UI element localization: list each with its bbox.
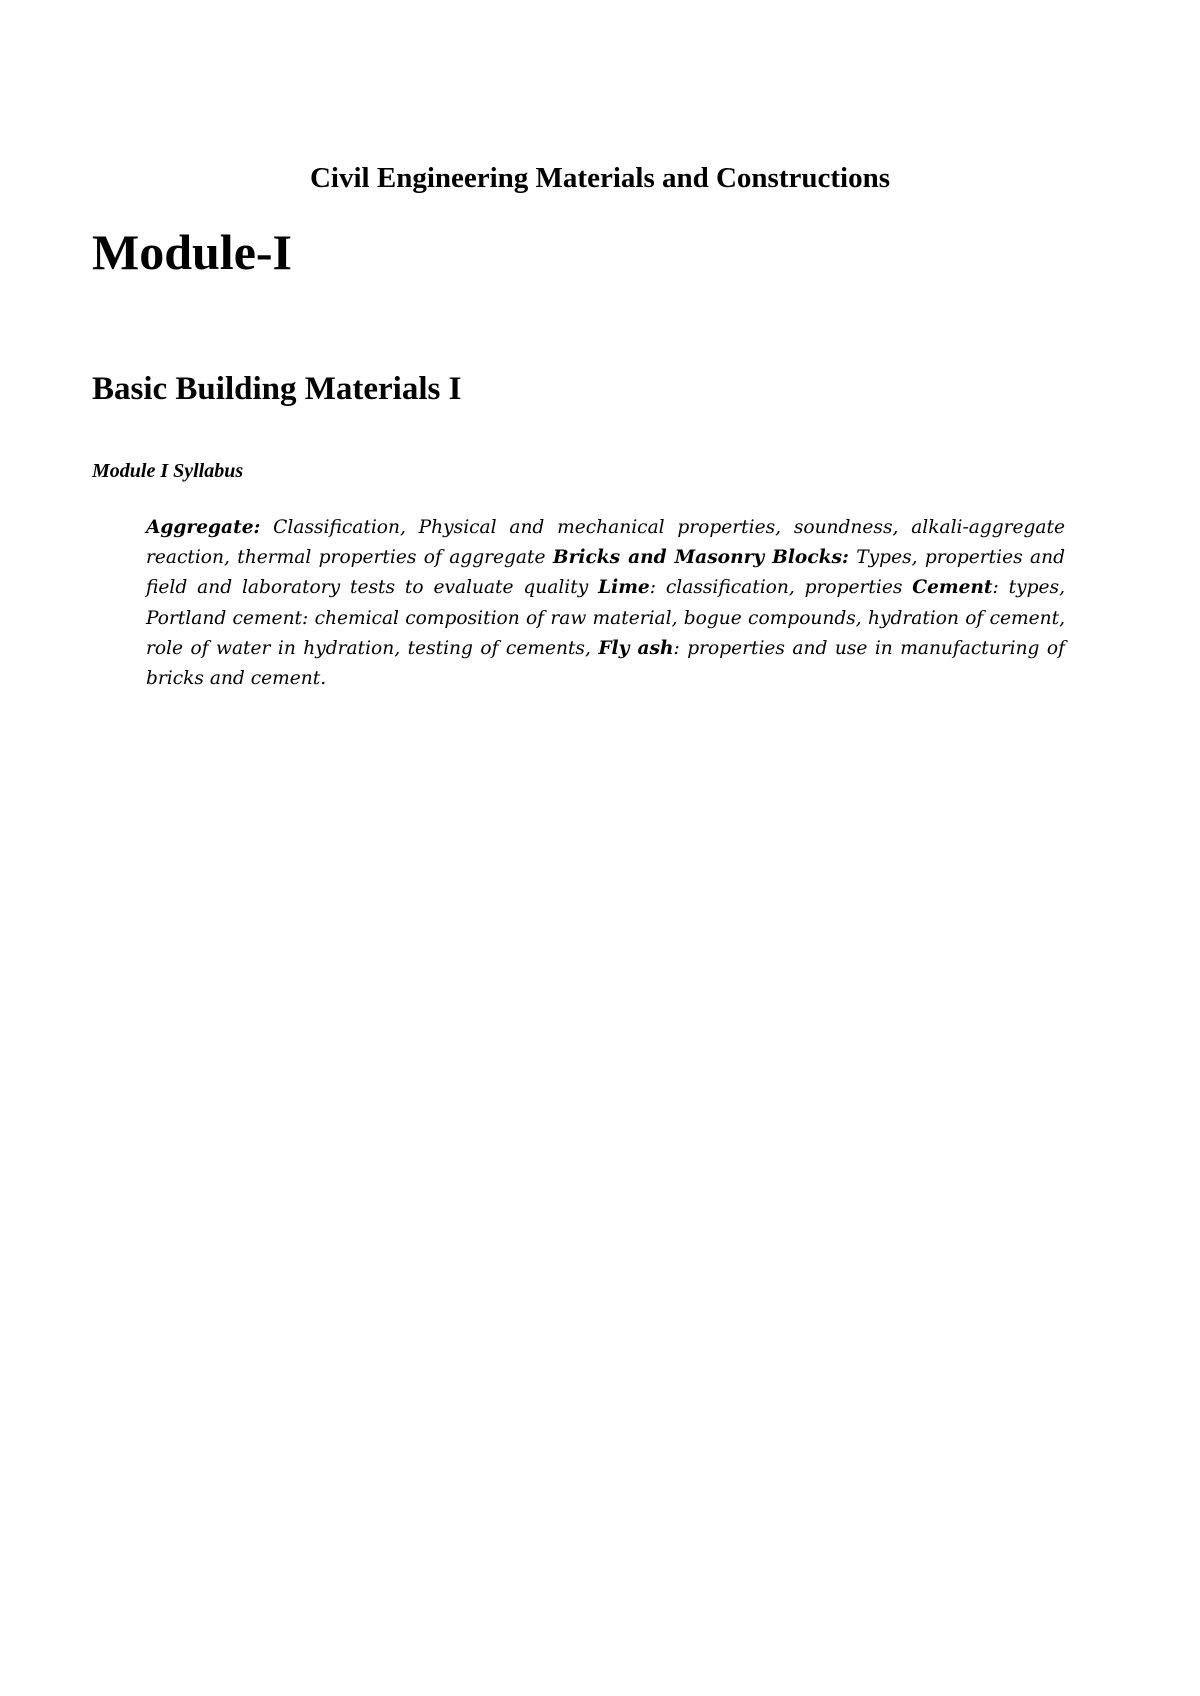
bricks-term: Bricks and Masonry Blocks: [552,547,849,569]
document-title: Civil Engineering Materials and Constructions [309,162,890,194]
aggregate-text: Classification, Physical and mechanical properties, soundness, alkali-aggregate reaction, thermal properties of aggregate [146,517,1065,569]
flyash-term: Fly ash [598,637,674,659]
bricks-text: Types, properties and field and laboratory tests to evaluate quality [146,547,1065,599]
flyash-text: : properties and use in manufacturing of bricks and cement. [146,637,1065,690]
module-heading: Module-I [92,224,292,280]
cement-text: : types, Portland cement: chemical composition of raw material, bogue compounds, hydration of cement, role of water in hydration, testing of cements, [146,577,1065,659]
cement-term: Cement [912,577,993,599]
lime-term: Lime [598,577,650,599]
section-heading: Basic Building Materials I [92,371,462,407]
syllabus-label: Module I Syllabus [92,460,244,482]
syllabus-paragraph [146,513,1065,694]
aggregate-term: Aggregate: [146,517,261,538]
lime-text: : classification, properties [649,577,913,599]
